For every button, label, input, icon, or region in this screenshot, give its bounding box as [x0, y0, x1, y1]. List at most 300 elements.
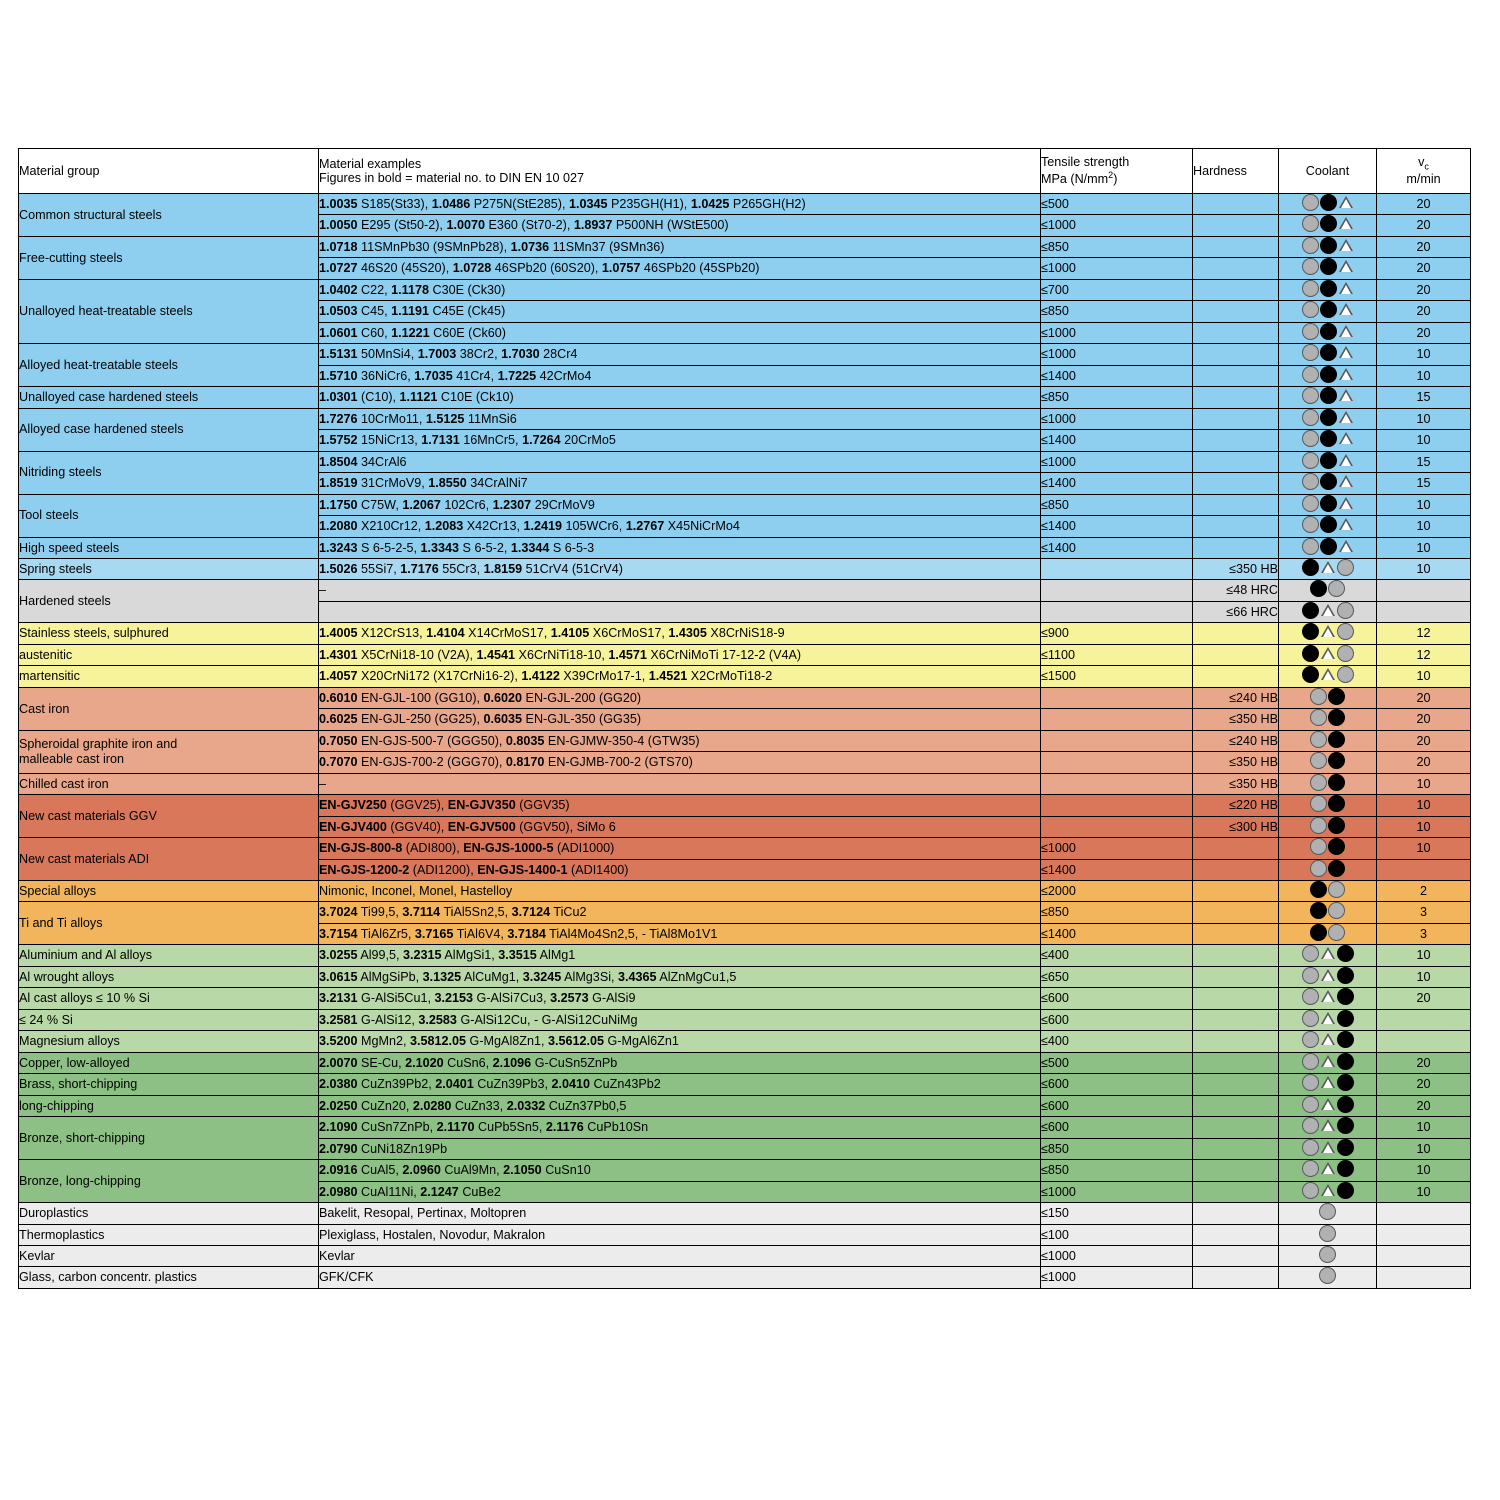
hardness-cell — [1193, 966, 1279, 987]
hardness-cell — [1193, 838, 1279, 859]
material-group-cell — [19, 623, 319, 644]
coolant-cell — [1279, 816, 1377, 837]
tensile-strength-cell: ≤1500 — [1041, 666, 1193, 687]
coolant-emulsion-icon — [1302, 495, 1319, 512]
tensile-strength-cell: ≤1400 — [1041, 473, 1193, 494]
coolant-icon-group — [1302, 387, 1354, 404]
cutting-speed-cell: 10 — [1377, 344, 1471, 365]
cutting-speed-cell: 20 — [1377, 301, 1471, 322]
hardness-cell: ≤350 HB — [1193, 558, 1279, 579]
material-group-cell — [19, 795, 319, 838]
material-group-label: New cast materials ADI — [19, 851, 150, 866]
coolant-emulsion-icon — [1302, 1053, 1319, 1070]
material-group-label: Bronze, short-chipping — [19, 1130, 146, 1145]
tensile-strength-cell: ≤1400 — [1041, 537, 1193, 558]
header-material-group — [19, 149, 319, 194]
material-group-cell — [19, 558, 319, 579]
coolant-cell — [1279, 709, 1377, 730]
coolant-dry-icon — [1320, 215, 1337, 232]
material-examples-cell: 1.0503 C45, 1.1191 C45E (Ck45) — [319, 301, 1041, 322]
material-group-cell — [19, 1031, 319, 1052]
coolant-minimal-lubrication-icon — [1338, 259, 1354, 274]
coolant-minimal-lubrication-icon — [1320, 1032, 1336, 1047]
material-group-cell — [19, 1009, 319, 1030]
table-row — [19, 902, 1471, 923]
table-row — [19, 1052, 1471, 1073]
material-examples-cell: 1.8504 34CrAl6 — [319, 451, 1041, 472]
coolant-emulsion-icon — [1302, 301, 1319, 318]
material-group-label: austenitic — [19, 647, 73, 662]
material-group-cell — [19, 537, 319, 558]
tensile-strength-cell: ≤850 — [1041, 902, 1193, 923]
coolant-emulsion-icon — [1319, 1203, 1336, 1220]
coolant-emulsion-icon — [1302, 988, 1319, 1005]
coolant-emulsion-icon — [1302, 1182, 1319, 1199]
header-tensile-unit: MPa $(N/mm^2)$ — [1041, 169, 1118, 187]
header-vc-symbol: $v_c$ — [1418, 155, 1429, 172]
hardness-cell — [1193, 537, 1279, 558]
tensile-strength-cell — [1041, 752, 1193, 773]
coolant-emulsion-icon — [1337, 559, 1354, 576]
hardness-cell — [1193, 1160, 1279, 1181]
coolant-icon-group — [1302, 1074, 1354, 1091]
hardness-cell — [1193, 1245, 1279, 1266]
tensile-strength-cell — [1041, 601, 1193, 622]
coolant-minimal-lubrication-icon — [1320, 603, 1336, 618]
coolant-dry-icon — [1302, 645, 1319, 662]
coolant-dry-icon — [1310, 881, 1327, 898]
coolant-emulsion-icon — [1310, 817, 1327, 834]
coolant-dry-icon — [1337, 1139, 1354, 1156]
tensile-strength-cell: ≤1400 — [1041, 859, 1193, 880]
coolant-emulsion-icon — [1328, 580, 1345, 597]
coolant-emulsion-icon — [1302, 1031, 1319, 1048]
coolant-cell — [1279, 473, 1377, 494]
coolant-emulsion-icon — [1302, 516, 1319, 533]
material-group-label: Spring steels — [19, 561, 92, 576]
material-examples-cell — [319, 601, 1041, 622]
cutting-speed-cell: 10 — [1377, 494, 1471, 515]
coolant-dry-icon — [1320, 516, 1337, 533]
coolant-dry-icon — [1328, 817, 1345, 834]
material-group-cell — [19, 773, 319, 794]
coolant-icon-group — [1302, 366, 1354, 383]
material-examples-cell: 1.7276 10CrMo11, 1.5125 11MnSi6 — [319, 408, 1041, 429]
coolant-minimal-lubrication-icon — [1338, 539, 1354, 554]
coolant-icon-group — [1302, 258, 1354, 275]
table-row — [19, 838, 1471, 859]
material-group-label: Copper, low-alloyed — [19, 1055, 130, 1070]
material-group-label: Stainless steels, sulphured — [19, 626, 169, 641]
coolant-minimal-lubrication-icon — [1338, 431, 1354, 446]
coolant-cell — [1279, 1117, 1377, 1138]
material-group-cell — [19, 1095, 319, 1116]
coolant-cell — [1279, 1095, 1377, 1116]
coolant-icon-group — [1302, 988, 1354, 1005]
coolant-minimal-lubrication-icon — [1338, 517, 1354, 532]
material-examples-cell: EN-GJS-1200-2 (ADI1200), EN-GJS-1400-1 (ADI1400) — [319, 859, 1041, 880]
header-material-examples — [319, 149, 1041, 194]
cutting-speed-cell — [1377, 1224, 1471, 1245]
coolant-emulsion-icon — [1302, 409, 1319, 426]
hardness-cell — [1193, 451, 1279, 472]
material-group-label: Bronze, long-chipping — [19, 1173, 141, 1188]
tensile-strength-cell: ≤1400 — [1041, 430, 1193, 451]
tensile-strength-cell: ≤1100 — [1041, 644, 1193, 665]
coolant-minimal-lubrication-icon — [1338, 496, 1354, 511]
material-examples-cell: 1.0035 S185(St33), 1.0486 P275N(StE285), 1.0345 P235GH(H1), 1.0425 P265GH(H2) — [319, 194, 1041, 215]
coolant-cell — [1279, 236, 1377, 257]
coolant-emulsion-icon — [1319, 1267, 1336, 1284]
tensile-strength-cell: ≤1400 — [1041, 923, 1193, 944]
tensile-strength-cell: ≤1400 — [1041, 516, 1193, 537]
coolant-dry-icon — [1328, 709, 1345, 726]
material-group-label: Free-cutting steels — [19, 250, 123, 265]
tensile-strength-cell: ≤1000 — [1041, 258, 1193, 279]
material-examples-cell: 1.5710 36NiCr6, 1.7035 41Cr4, 1.7225 42CrMo4 — [319, 365, 1041, 386]
material-group-label: Cast iron — [19, 701, 70, 716]
material-group-cell — [19, 451, 319, 494]
coolant-emulsion-icon — [1302, 258, 1319, 275]
material-group-cell — [19, 279, 319, 343]
table-row — [19, 687, 1471, 708]
table-row — [19, 279, 1471, 300]
coolant-icon-group — [1310, 838, 1345, 855]
cutting-speed-cell: 10 — [1377, 945, 1471, 966]
tensile-strength-cell — [1041, 580, 1193, 601]
coolant-cell — [1279, 494, 1377, 515]
hardness-cell — [1193, 194, 1279, 215]
material-examples-cell: 1.0718 11SMnPb30 (9SMnPb28), 1.0736 11SMn37 (9SMn36) — [319, 236, 1041, 257]
coolant-minimal-lubrication-icon — [1320, 1097, 1336, 1112]
coolant-minimal-lubrication-icon — [1320, 667, 1336, 682]
coolant-cell — [1279, 1009, 1377, 1030]
tensile-strength-cell: ≤650 — [1041, 966, 1193, 987]
coolant-minimal-lubrication-icon — [1320, 646, 1336, 661]
material-examples-cell: 1.0601 C60, 1.1221 C60E (Ck60) — [319, 322, 1041, 343]
coolant-icon-group — [1319, 1203, 1336, 1220]
coolant-minimal-lubrication-icon — [1320, 1161, 1336, 1176]
coolant-cell — [1279, 1224, 1377, 1245]
material-group-label-line2: malleable cast iron — [19, 751, 124, 766]
coolant-minimal-lubrication-icon — [1338, 388, 1354, 403]
material-examples-cell: Bakelit, Resopal, Pertinax, Moltopren — [319, 1203, 1041, 1224]
coolant-icon-group — [1302, 945, 1354, 962]
material-examples-cell: 1.5026 55Si7, 1.7176 55Cr3, 1.8159 51CrV4 (51CrV4) — [319, 558, 1041, 579]
hardness-cell — [1193, 344, 1279, 365]
table-row — [19, 795, 1471, 816]
coolant-cell — [1279, 1203, 1377, 1224]
coolant-emulsion-icon — [1302, 1160, 1319, 1177]
coolant-icon-group — [1302, 215, 1354, 232]
coolant-cell — [1279, 365, 1377, 386]
coolant-dry-icon — [1320, 473, 1337, 490]
material-group-cell — [19, 408, 319, 451]
table-row — [19, 344, 1471, 365]
coolant-dry-icon — [1337, 1160, 1354, 1177]
tensile-strength-cell — [1041, 687, 1193, 708]
cutting-speed-cell: 12 — [1377, 623, 1471, 644]
tensile-strength-cell: ≤1000 — [1041, 838, 1193, 859]
coolant-icon-group — [1310, 709, 1345, 726]
cutting-speed-cell: 15 — [1377, 451, 1471, 472]
coolant-dry-icon — [1328, 752, 1345, 769]
coolant-minimal-lubrication-icon — [1320, 946, 1336, 961]
material-examples-cell: 1.0050 E295 (St50-2), 1.0070 E360 (St70-2), 1.8937 P500NH (WStE500) — [319, 215, 1041, 236]
coolant-icon-group — [1302, 280, 1354, 297]
tensile-strength-cell: ≤600 — [1041, 1074, 1193, 1095]
material-group-cell — [19, 1224, 319, 1245]
material-group-label: long-chipping — [19, 1098, 94, 1113]
coolant-cell — [1279, 558, 1377, 579]
coolant-icon-group — [1310, 860, 1345, 877]
coolant-minimal-lubrication-icon — [1338, 324, 1354, 339]
cutting-speed-cell — [1377, 1267, 1471, 1288]
material-group-cell — [19, 580, 319, 623]
coolant-dry-icon — [1320, 430, 1337, 447]
table-row — [19, 988, 1471, 1009]
hardness-cell — [1193, 623, 1279, 644]
coolant-cell — [1279, 258, 1377, 279]
hardness-cell — [1193, 1224, 1279, 1245]
coolant-cell — [1279, 516, 1377, 537]
coolant-cell — [1279, 1181, 1377, 1202]
material-examples-cell: 1.5131 50MnSi4, 1.7003 38Cr2, 1.7030 28Cr4 — [319, 344, 1041, 365]
table-row — [19, 558, 1471, 579]
coolant-minimal-lubrication-icon — [1320, 1183, 1336, 1198]
coolant-dry-icon — [1320, 323, 1337, 340]
cutting-speed-cell: 10 — [1377, 558, 1471, 579]
hardness-cell — [1193, 902, 1279, 923]
coolant-dry-icon — [1302, 559, 1319, 576]
coolant-emulsion-icon — [1302, 1096, 1319, 1113]
coolant-cell — [1279, 451, 1377, 472]
material-examples-cell: 1.8519 31CrMoV9, 1.8550 34CrAlNi7 — [319, 473, 1041, 494]
coolant-dry-icon — [1328, 774, 1345, 791]
coolant-icon-group — [1310, 580, 1345, 597]
coolant-emulsion-icon — [1328, 924, 1345, 941]
table-row — [19, 1267, 1471, 1288]
hardness-cell — [1193, 1052, 1279, 1073]
hardness-cell: ≤220 HB — [1193, 795, 1279, 816]
coolant-icon-group — [1302, 1096, 1354, 1113]
material-examples-cell: 3.2581 G-AlSi12, 3.2583 G-AlSi12Cu, - G-AlSi12CuNiMg — [319, 1009, 1041, 1030]
tensile-strength-cell: ≤850 — [1041, 494, 1193, 515]
hardness-cell — [1193, 1203, 1279, 1224]
table-row — [19, 1203, 1471, 1224]
table-row — [19, 966, 1471, 987]
coolant-minimal-lubrication-icon — [1338, 410, 1354, 425]
coolant-dry-icon — [1302, 602, 1319, 619]
coolant-cell — [1279, 838, 1377, 859]
coolant-cell — [1279, 1160, 1377, 1181]
coolant-icon-group — [1302, 516, 1354, 533]
coolant-icon-group — [1302, 1139, 1354, 1156]
coolant-cell — [1279, 301, 1377, 322]
material-group-label: Thermoplastics — [19, 1227, 105, 1242]
tensile-strength-cell: ≤400 — [1041, 945, 1193, 966]
cutting-speed-cell: 3 — [1377, 902, 1471, 923]
header-material-examples-note: Figures in bold = material no. to DIN EN 10 027 — [319, 171, 584, 185]
coolant-dry-icon — [1328, 838, 1345, 855]
tensile-strength-cell — [1041, 816, 1193, 837]
coolant-dry-icon — [1320, 366, 1337, 383]
material-group-label: ≤ 24 % Si — [19, 1012, 73, 1027]
hardness-cell — [1193, 473, 1279, 494]
hardness-cell — [1193, 1074, 1279, 1095]
tensile-strength-cell: ≤1000 — [1041, 1245, 1193, 1266]
tensile-strength-cell: ≤500 — [1041, 194, 1193, 215]
table-row — [19, 387, 1471, 408]
material-group-cell — [19, 494, 319, 537]
material-group-cell — [19, 387, 319, 408]
tensile-strength-cell: ≤400 — [1041, 1031, 1193, 1052]
cutting-speed-cell: 20 — [1377, 1095, 1471, 1116]
material-examples-cell: 1.0402 C22, 1.1178 C30E (Ck30) — [319, 279, 1041, 300]
table-row — [19, 730, 1471, 751]
material-examples-cell: – — [319, 580, 1041, 601]
coolant-icon-group — [1310, 902, 1345, 919]
table-row — [19, 494, 1471, 515]
coolant-cell — [1279, 966, 1377, 987]
tensile-strength-cell — [1041, 709, 1193, 730]
coolant-minimal-lubrication-icon — [1320, 1054, 1336, 1069]
coolant-emulsion-icon — [1310, 709, 1327, 726]
coolant-dry-icon — [1337, 1096, 1354, 1113]
material-examples-cell: 3.7024 Ti99,5, 3.7114 TiAl5Sn2,5, 3.7124 TiCu2 — [319, 902, 1041, 923]
cutting-speed-cell: 10 — [1377, 795, 1471, 816]
coolant-minimal-lubrication-icon — [1320, 1011, 1336, 1026]
coolant-emulsion-icon — [1310, 838, 1327, 855]
coolant-icon-group — [1310, 688, 1345, 705]
cutting-speed-cell: 15 — [1377, 473, 1471, 494]
coolant-cell — [1279, 1031, 1377, 1052]
table-row — [19, 881, 1471, 902]
coolant-icon-group — [1302, 301, 1354, 318]
coolant-emulsion-icon — [1302, 1139, 1319, 1156]
hardness-cell — [1193, 923, 1279, 944]
material-examples-cell: EN-GJS-800-8 (ADI800), EN-GJS-1000-5 (ADI1000) — [319, 838, 1041, 859]
coolant-icon-group — [1302, 666, 1354, 683]
coolant-dry-icon — [1328, 731, 1345, 748]
tensile-strength-cell: ≤850 — [1041, 1160, 1193, 1181]
coolant-minimal-lubrication-icon — [1338, 238, 1354, 253]
coolant-dry-icon — [1337, 1074, 1354, 1091]
coolant-minimal-lubrication-icon — [1320, 1118, 1336, 1133]
coolant-dry-icon — [1337, 967, 1354, 984]
table-body — [19, 149, 1471, 1289]
table-row — [19, 408, 1471, 429]
material-group-label: Chilled cast iron — [19, 776, 109, 791]
coolant-dry-icon — [1337, 1053, 1354, 1070]
coolant-dry-icon — [1302, 666, 1319, 683]
coolant-emulsion-icon — [1319, 1225, 1336, 1242]
coolant-icon-group — [1302, 344, 1354, 361]
material-group-label: Special alloys — [19, 884, 97, 898]
material-examples-cell: 2.0790 CuNi18Zn19Pb — [319, 1138, 1041, 1159]
coolant-icon-group — [1302, 194, 1354, 211]
coolant-cell — [1279, 687, 1377, 708]
material-group-cell — [19, 1160, 319, 1203]
material-group-label: Unalloyed heat-treatable steels — [19, 304, 193, 319]
tensile-strength-cell: ≤600 — [1041, 1095, 1193, 1116]
coolant-dry-icon — [1337, 1182, 1354, 1199]
material-examples-cell: 1.3243 S 6-5-2-5, 1.3343 S 6-5-2, 1.3344 S 6-5-3 — [319, 537, 1041, 558]
coolant-icon-group — [1302, 323, 1354, 340]
table-row — [19, 1224, 1471, 1245]
coolant-cell — [1279, 923, 1377, 944]
cutting-speed-cell: 20 — [1377, 709, 1471, 730]
material-group-cell — [19, 1117, 319, 1160]
tensile-strength-cell: ≤1000 — [1041, 322, 1193, 343]
coolant-minimal-lubrication-icon — [1320, 1075, 1336, 1090]
tensile-strength-cell: ≤2000 — [1041, 881, 1193, 902]
cutting-speed-cell: 10 — [1377, 1138, 1471, 1159]
material-group-label: Unalloyed case hardened steels — [19, 390, 199, 405]
coolant-dry-icon — [1320, 495, 1337, 512]
material-group-label: Ti and Ti alloys — [19, 916, 103, 931]
material-examples-cell: 3.7154 TiAl6Zr5, 3.7165 TiAl6V4, 3.7184 TiAl4Mo4Sn2,5, - TiAl8Mo1V1 — [319, 923, 1041, 944]
hardness-cell — [1193, 1009, 1279, 1030]
tensile-strength-cell: ≤700 — [1041, 279, 1193, 300]
coolant-icon-group — [1302, 409, 1354, 426]
coolant-minimal-lubrication-icon — [1338, 474, 1354, 489]
tensile-strength-cell: ≤1000 — [1041, 451, 1193, 472]
material-group-label: Al wrought alloys — [19, 969, 115, 984]
coolant-cell — [1279, 279, 1377, 300]
coolant-cell — [1279, 1052, 1377, 1073]
table-row — [19, 623, 1471, 644]
material-examples-cell: 1.4057 X20CrNi172 (X17CrNi16-2), 1.4122 X39CrMo17-1, 1.4521 X2CrMoTi18-2 — [319, 666, 1041, 687]
coolant-icon-group — [1302, 967, 1354, 984]
hardness-cell: ≤48 HRC — [1193, 580, 1279, 601]
material-group-label: martensitic — [19, 669, 80, 684]
material-group-cell — [19, 687, 319, 730]
cutting-speed-cell: 10 — [1377, 1117, 1471, 1138]
material-examples-cell: Nimonic, Inconel, Monel, Hastelloy — [319, 881, 1041, 902]
header-tensile-label: Tensile strength — [1041, 155, 1130, 170]
material-group-label: Alloyed case hardened steels — [19, 422, 184, 437]
tensile-strength-cell: ≤850 — [1041, 387, 1193, 408]
coolant-emulsion-icon — [1302, 366, 1319, 383]
tensile-strength-cell: ≤500 — [1041, 1052, 1193, 1073]
hardness-cell — [1193, 1138, 1279, 1159]
hardness-cell — [1193, 215, 1279, 236]
coolant-emulsion-icon — [1328, 902, 1345, 919]
material-group-label: Tool steels — [19, 508, 79, 523]
coolant-emulsion-icon — [1302, 473, 1319, 490]
cutting-speed-cell: 10 — [1377, 966, 1471, 987]
coolant-cell — [1279, 902, 1377, 923]
tensile-strength-cell: ≤1000 — [1041, 1181, 1193, 1202]
coolant-dry-icon — [1328, 688, 1345, 705]
coolant-icon-group — [1310, 774, 1345, 791]
cutting-speed-cell — [1377, 1031, 1471, 1052]
table-row — [19, 537, 1471, 558]
coolant-emulsion-icon — [1302, 538, 1319, 555]
cutting-speed-cell: 15 — [1377, 387, 1471, 408]
material-examples-cell: 0.7050 EN-GJS-500-7 (GGG50), 0.8035 EN-GJMW-350-4 (GTW35) — [319, 730, 1041, 751]
coolant-emulsion-icon — [1310, 774, 1327, 791]
coolant-emulsion-icon — [1302, 430, 1319, 447]
table-row — [19, 1009, 1471, 1030]
cutting-speed-cell: 20 — [1377, 258, 1471, 279]
material-examples-cell: 1.4005 X12CrS13, 1.4104 X14CrMoS17, 1.4105 X6CrMoS17, 1.4305 X8CrNiS18-9 — [319, 623, 1041, 644]
material-examples-cell: Kevlar — [319, 1245, 1041, 1266]
coolant-dry-icon — [1320, 301, 1337, 318]
hardness-cell — [1193, 365, 1279, 386]
material-group-cell — [19, 966, 319, 987]
